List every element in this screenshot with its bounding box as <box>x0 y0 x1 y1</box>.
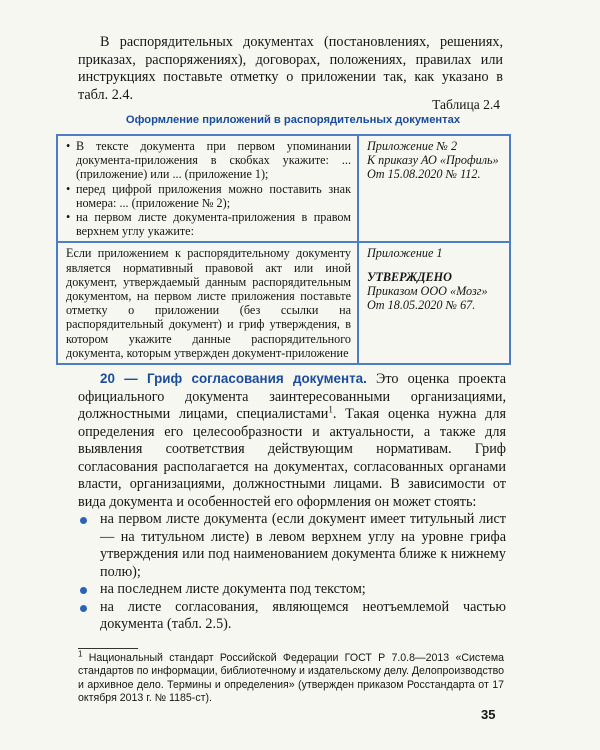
section-heading: 20 — Гриф согласования документа. <box>100 371 367 386</box>
footnote-reference: 1 <box>328 404 333 415</box>
bullet-icon <box>80 587 87 594</box>
section-paragraph <box>78 370 506 511</box>
list-item <box>78 581 506 599</box>
table-cell-sample <box>358 242 510 364</box>
table-row <box>57 242 510 364</box>
list-item: • перед цифрой приложения можно поставить знак номера: ... (приложение № 2); <box>66 182 351 210</box>
sample-line: УТВЕРЖДЕНО <box>367 269 452 284</box>
list-item <box>78 511 506 581</box>
intro-paragraph: В распорядительных документах (постановлениях, решениях, приказах, распоряжениях), договорах, положениях, правилах или инструкциях поставьте отметку о приложении так, как указано в табл. 2.4. <box>78 34 503 103</box>
appendix-table <box>56 134 511 365</box>
table-label: Таблица 2.4 <box>432 97 500 112</box>
list-item: • на первом листе документа-приложения в правом верхнем углу укажите: <box>66 210 351 238</box>
section-text: . Такая оценка нужна для определения его целесообразности и актуальности, а также для выявления соответствия действующим нормативам. Гриф согласования располагается на документах, согласованных органами власти, организациями, должностными лицами. В зависимости от вида документа и особенностей его оформления он может стоять: <box>78 406 506 510</box>
footnote-text: Национальный стандарт Российской Федерации ГОСТ Р 7.0.8—2013 «Система стандартов по информации, библиотечному и издательскому делу. Делопроизводство и архивное дело. Термины и определения» (утвержден приказом Росстандарта от 17 октября 2013 г. № 1185-ст). <box>78 652 504 705</box>
section-text: Это оценка проекта официального документа заинтересованными организациями, должностными лицами, специалистами <box>78 371 506 422</box>
sample-line: Приказом ООО «Мозг» <box>367 283 488 298</box>
placement-list <box>78 511 506 634</box>
sample-line: От 18.05.2020 № 67. <box>367 298 476 313</box>
sample-line: Приложение 1 <box>367 246 443 261</box>
list-item-text: на первом листе документа (если документ имеет титульный лист — на титульном листе) в левом верхнем углу на уровне грифа утверждения или под наименованием документа ближе к нижнему полю); <box>100 511 506 580</box>
page-number: 35 <box>481 707 496 722</box>
list-item-text: на последнем листе документа под текстом; <box>100 581 366 597</box>
table-cell-instructions: Если приложением к распорядительному документу является нормативный правовой акт или иной документ, утверждаемый данным распорядительным документом, на первом листе приложения поставьте отметку о приложении (без ссылки на распорядительный документ) и гриф утверждения, в котором укажите данные распорядительного документа, которым утвержден документ-приложение <box>57 242 358 364</box>
sample-line: К приказу АО «Профиль» <box>367 153 499 168</box>
table-cell-instructions <box>57 135 358 242</box>
sample-line: Приложение № 2 <box>367 139 458 153</box>
table-title: Оформление приложений в распорядительных документах <box>125 114 461 126</box>
sample-line: От 15.08.2020 № 112. <box>367 167 481 182</box>
footnote-divider <box>78 648 138 649</box>
footnote-marker: 1 <box>78 649 83 659</box>
bullet-icon <box>80 517 87 524</box>
table-row <box>57 135 510 242</box>
bullet-icon <box>80 605 87 612</box>
section-20 <box>78 370 506 634</box>
footnote <box>78 649 504 706</box>
list-item: • В тексте документа при первом упоминании документа-приложения в скобках укажите: ... (приложение) или ... (приложение 1); <box>66 139 351 182</box>
list-item <box>78 599 506 634</box>
table-cell-sample <box>358 135 510 242</box>
list-item-text: на листе согласования, являющемся неотъемлемой частью документа (табл. 2.5). <box>100 598 506 632</box>
